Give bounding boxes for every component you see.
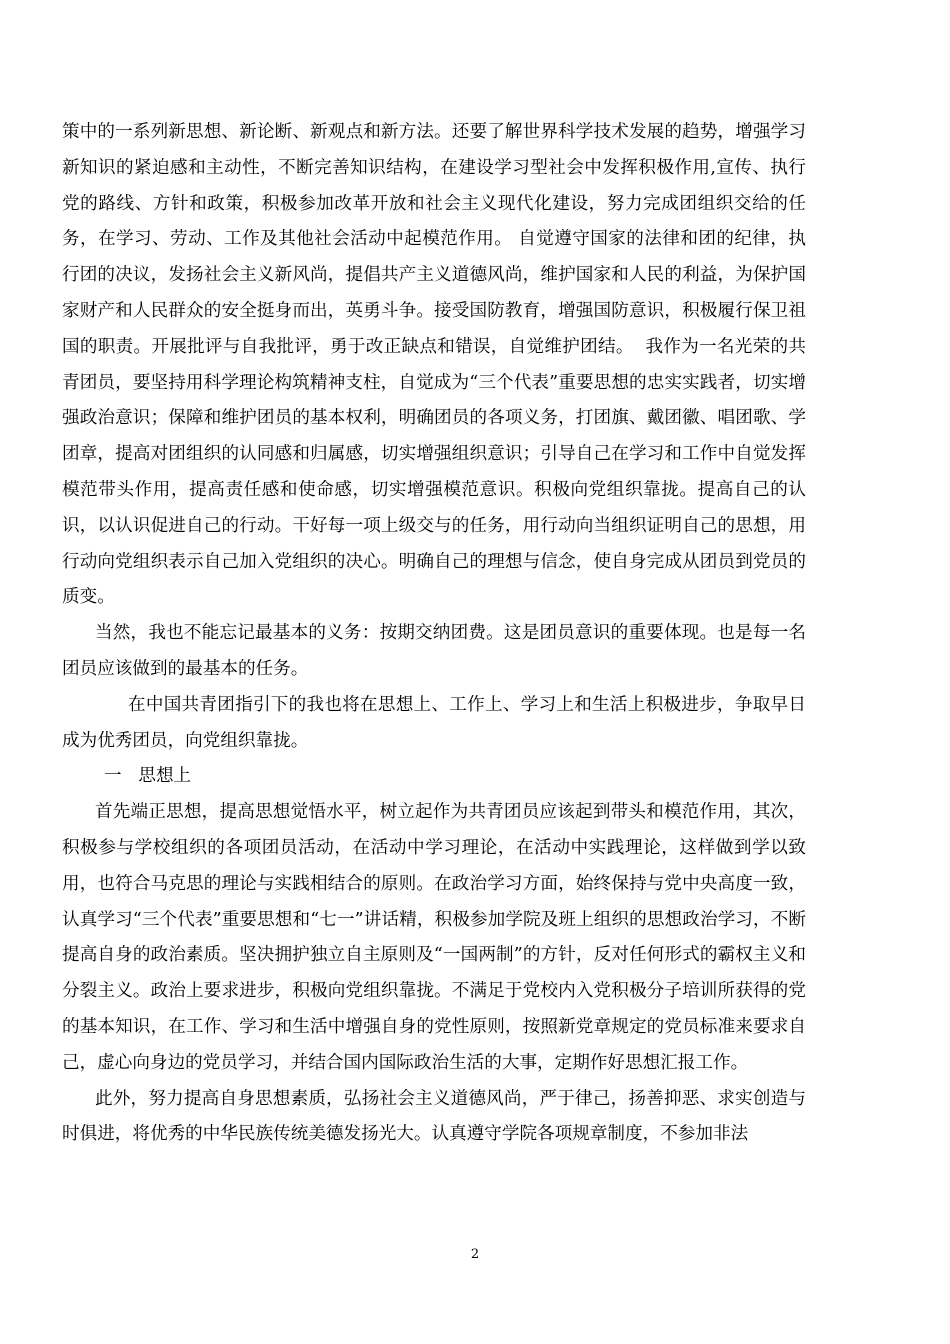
document-body (62, 115, 806, 1153)
page-number: 2 (470, 1247, 480, 1262)
paragraph-continuation: 策中的一系列新思想、新论断、新观点和新方法。还要了解世界科学技术发展的趋势，增强学习新知识的紧迫感和主动性，不断完善知识结构，在建设学习型社会中发挥积极作用,宣传、执行党的路线、方针和政策，积极参加改革开放和社会主义现代化建设，努力完成团组织交给的任务，在学习、劳动、工作及其他社会活动中起模范作用。 自觉遵守国家的法律和团的纪律，执行团的决议，发扬社会主义新风尚，提倡共产主义道德风尚，维护国家和人民的利益，为保护国家财产和人民群众的安全挺身而出，英勇斗争。接受国防教育，增强国防意识，积极履行保卫祖国的职责。开展批评与自我批评，勇于改正缺点和错误，自觉维护团结。 我作为一名光荣的共青团员，要坚持用科学理论构筑精神支柱，自觉成为“三个代表”重要思想的忠实实践者，切实增强政治意识；保障和维护团员的基本权利，明确团员的各项义务，打团旗、戴团徽、唱团歌、学团章，提高对团组织的认同感和归属感，切实增强组织意识；引导自己在学习和工作中自觉发挥模范带头作用，提高责任感和使命感，切实增强模范意识。积极向党组织靠拢。提高自己的认识，以认识促进自己的行动。干好每一项上级交与的任务，用行动向当组织证明自己的思想，用行动向党组织表示自己加入党组织的决心。明确自己的理想与信念，使自身完成从团员到党员的质变。 (62, 122, 806, 608)
paragraph-goals: 在中国共青团指引下的我也将在思想上、工作上、学习上和生活上积极进步，争取早日成为优秀团员，向党组织靠拢。 (62, 694, 806, 751)
paragraph-moral-quality: 此外，努力提高自身思想素质，弘扬社会主义道德风尚，严于律己，扬善抑恶、求实创造与时俱进，将优秀的中华民族传统美德发扬光大。认真遵守学院各项规章制度，不参加非法 (62, 1088, 806, 1145)
section-heading-ideology: 一 思想上 (104, 766, 192, 787)
paragraph-league-dues: 当然，我也不能忘记最基本的义务：按期交纳团费。这是团员意识的重要体现。也是每一名团员应该做到的最基本的任务。 (62, 623, 806, 679)
paragraph-ideology: 首先端正思想，提高思想觉悟水平，树立起作为共青团员应该起到带头和模范作用，其次，积极参与学校组织的各项团员活动，在活动中学习理论，在活动中实践理论，这样做到学以致用，也符合马克思的理论与实践相结合的原则。在政治学习方面，始终保持与党中央高度一致，认真学习“三个代表”重要思想和“七一”讲话精，积极参加学院及班上组织的思想政治学习，不断提高自身的政治素质。坚决拥护独立自主原则及“一国两制”的方针，反对任何形式的霸权主义和分裂主义。政治上要求进步，积极向党组织靠拢。不满足于党校内入党积极分子培训所获得的党的基本知识，在工作、学习和生活中增强自身的党性原则，按照新党章规定的党员标准来要求自己，虚心向身边的党员学习，并结合国内国际政治生活的大事，定期作好思想汇报工作。 (62, 802, 806, 1073)
